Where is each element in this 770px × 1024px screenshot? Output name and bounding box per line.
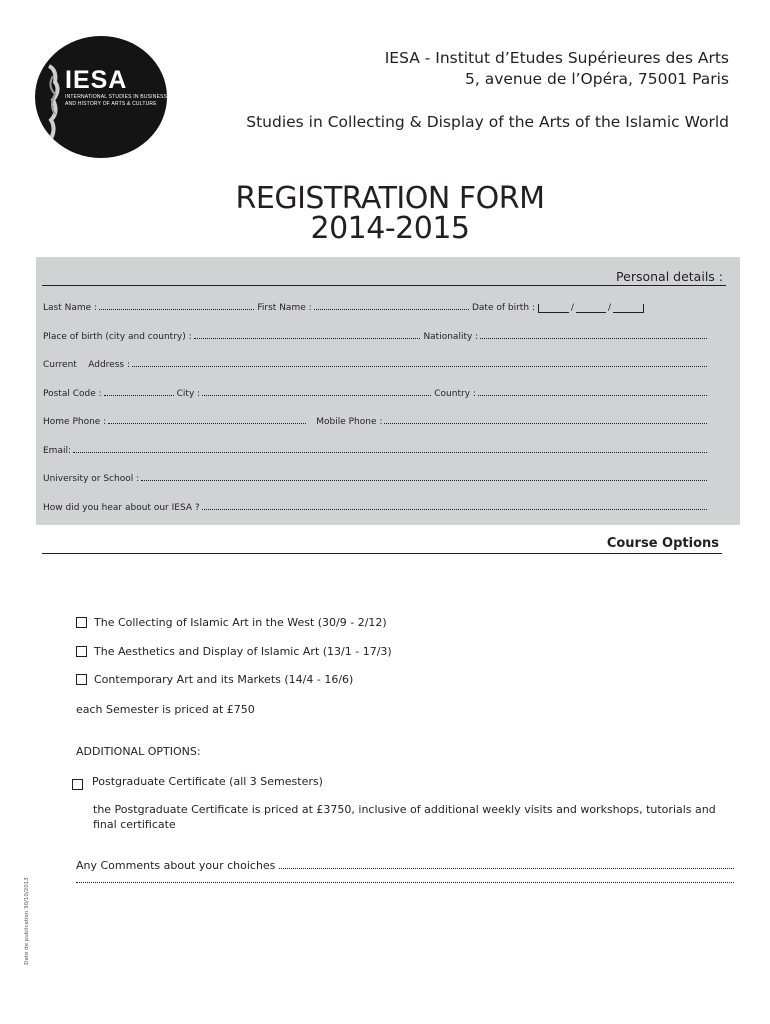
location-row <box>43 385 710 399</box>
dob-year[interactable] <box>613 304 644 313</box>
email-label: Email: <box>43 446 72 456</box>
course-options-heading: Course Options <box>606 536 719 551</box>
personal-details-heading: Personal details : <box>616 269 723 284</box>
last-name-field[interactable] <box>99 309 254 310</box>
logo-tagline-2: AND HISTORY OF ARTS & CULTURE <box>65 101 157 107</box>
iesa-logo <box>35 36 167 158</box>
place-of-birth-field[interactable] <box>194 338 421 339</box>
first-name-field[interactable] <box>314 309 469 310</box>
comments-field[interactable] <box>279 868 734 869</box>
checkbox[interactable] <box>76 674 87 685</box>
nationality-field[interactable] <box>480 338 707 339</box>
dob-day[interactable] <box>538 304 569 313</box>
university-row <box>43 470 710 484</box>
divider <box>42 553 722 554</box>
mobile-phone-label: Mobile Phone : <box>316 417 383 427</box>
dob-label: Date of birth : <box>471 303 535 313</box>
checkbox[interactable] <box>76 646 87 657</box>
last-name-label: Last Name : <box>43 303 98 313</box>
program-title: Studies in Collecting & Display of the Arts of the Islamic World <box>246 113 729 131</box>
how-heard-field[interactable] <box>202 509 707 510</box>
mobile-phone-field[interactable] <box>384 423 707 424</box>
name-row <box>43 299 644 313</box>
comments-field-line-2[interactable] <box>76 882 734 883</box>
dob-field[interactable]: / / <box>538 303 644 313</box>
course-option-2[interactable] <box>76 645 392 658</box>
form-title: REGISTRATION FORM <box>235 181 545 216</box>
home-phone-label: Home Phone : <box>43 417 107 427</box>
address-row <box>43 356 710 370</box>
postal-code-label: Postal Code : <box>43 389 102 399</box>
logo-tagline-1: INTERNATIONAL STUDIES IN BUSINESS <box>65 94 167 100</box>
course-option-label: Contemporary Art and its Markets (14/4 - 16/6) <box>94 673 354 686</box>
form-year: 2014-2015 <box>310 211 470 246</box>
course-option-label: The Collecting of Islamic Art in the West (30/9 - 2/12) <box>94 616 387 629</box>
place-of-birth-label: Place of birth (city and country) : <box>43 332 192 342</box>
address-field[interactable] <box>132 366 707 367</box>
phone-row <box>43 413 710 427</box>
dob-month[interactable] <box>576 304 606 313</box>
nationality-label: Nationality : <box>423 332 479 342</box>
city-label: City : <box>176 389 201 399</box>
home-phone-field[interactable] <box>108 423 306 424</box>
university-label: University or School : <box>43 474 140 484</box>
divider <box>42 285 726 286</box>
email-field[interactable] <box>73 452 707 453</box>
institution-name: IESA - Institut d’Etudes Supérieures des Arts <box>384 49 729 67</box>
postal-code-field[interactable] <box>104 395 174 396</box>
city-field[interactable] <box>202 395 431 396</box>
postgraduate-price-note: the Postgraduate Certificate is priced at £3750, inclusive of additional weekly visits and workshops, tutorials and final certificate <box>93 803 716 831</box>
semester-price-note: each Semester is priced at £750 <box>76 703 255 716</box>
email-row <box>43 442 710 456</box>
checkbox[interactable] <box>76 617 87 628</box>
comments-label: Any Comments about your choiches <box>76 859 276 872</box>
birth-row <box>43 328 710 342</box>
course-option-label: The Aesthetics and Display of Islamic Art (13/1 - 17/3) <box>94 645 392 658</box>
how-heard-row <box>43 499 710 513</box>
first-name-label: First Name : <box>257 303 312 313</box>
additional-options-heading: ADDITIONAL OPTIONS: <box>76 745 201 758</box>
publication-date-note: Date de publication 30/10/2013 <box>24 877 30 965</box>
university-field[interactable] <box>141 480 707 481</box>
country-label: Country : <box>434 389 476 399</box>
institution-address: 5, avenue de l’Opéra, 75001 Paris <box>464 70 729 88</box>
personal-details-panel <box>36 257 740 525</box>
checkbox[interactable] <box>72 779 83 790</box>
logo-wordmark: IESA <box>65 66 128 94</box>
how-heard-label: How did you hear about our IESA ? <box>43 503 200 513</box>
country-field[interactable] <box>478 395 707 396</box>
address-label: Current Address : <box>43 360 130 370</box>
course-option-3[interactable] <box>76 673 353 686</box>
postgraduate-certificate-label: Postgraduate Certificate (all 3 Semesters) <box>92 775 323 788</box>
comments-row <box>76 859 734 872</box>
logo-figure-icon <box>43 56 65 146</box>
course-option-1[interactable] <box>76 616 387 629</box>
postgraduate-certificate-option[interactable] <box>72 773 323 790</box>
